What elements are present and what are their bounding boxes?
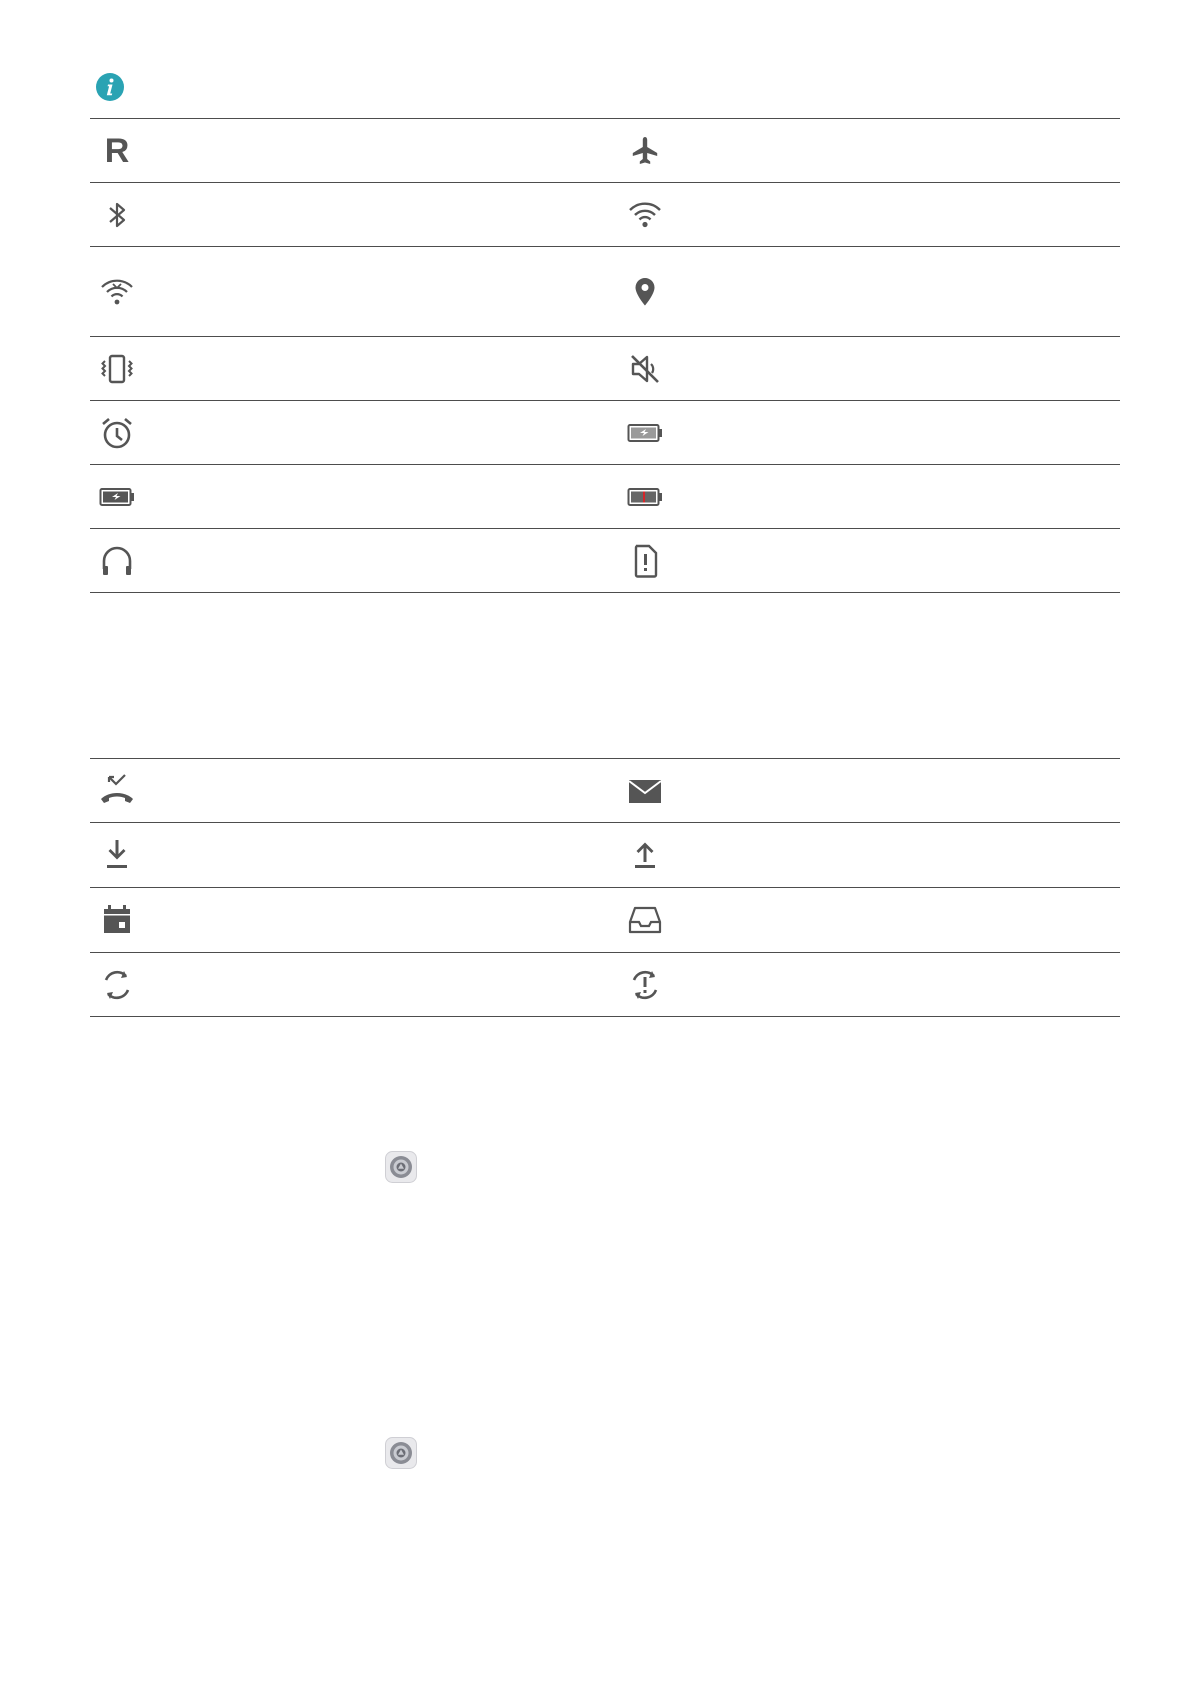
inbox-icon <box>627 902 663 938</box>
table-row <box>90 465 1120 529</box>
table-row <box>90 401 1120 465</box>
table-row <box>90 183 1120 247</box>
upload-icon <box>627 837 663 873</box>
wifi-hotspot-icon <box>99 274 135 310</box>
airplane-mode-icon <box>627 133 663 169</box>
battery-full-icon <box>99 479 135 515</box>
table-row <box>90 823 1120 888</box>
headset-icon <box>99 543 135 579</box>
table-row <box>90 337 1120 401</box>
settings-app-icon <box>385 1151 417 1183</box>
notification-icons-table <box>90 758 1120 1017</box>
table-row <box>90 529 1120 593</box>
table-row <box>90 953 1120 1017</box>
table-row <box>90 888 1120 953</box>
missed-call-icon <box>99 773 135 809</box>
roaming-icon: R <box>104 131 130 170</box>
download-icon <box>99 837 135 873</box>
sync-failed-icon <box>627 967 663 1003</box>
battery-charging-icon <box>627 415 663 451</box>
status-icons-table <box>90 118 1120 593</box>
alarm-icon <box>99 415 135 451</box>
bluetooth-icon <box>99 197 135 233</box>
silent-icon <box>627 351 663 387</box>
sync-icon <box>99 967 135 1003</box>
settings-app-icon <box>385 1437 417 1469</box>
battery-low-icon <box>627 479 663 515</box>
table-row <box>90 759 1120 823</box>
info-icon <box>96 73 124 101</box>
table-row <box>90 119 1120 183</box>
calendar-event-icon <box>99 902 135 938</box>
vibrate-icon <box>99 351 135 387</box>
new-email-icon <box>627 773 663 809</box>
wifi-icon <box>627 197 663 233</box>
table-row <box>90 247 1120 337</box>
location-icon <box>627 274 663 310</box>
sim-card-error-icon <box>627 543 663 579</box>
